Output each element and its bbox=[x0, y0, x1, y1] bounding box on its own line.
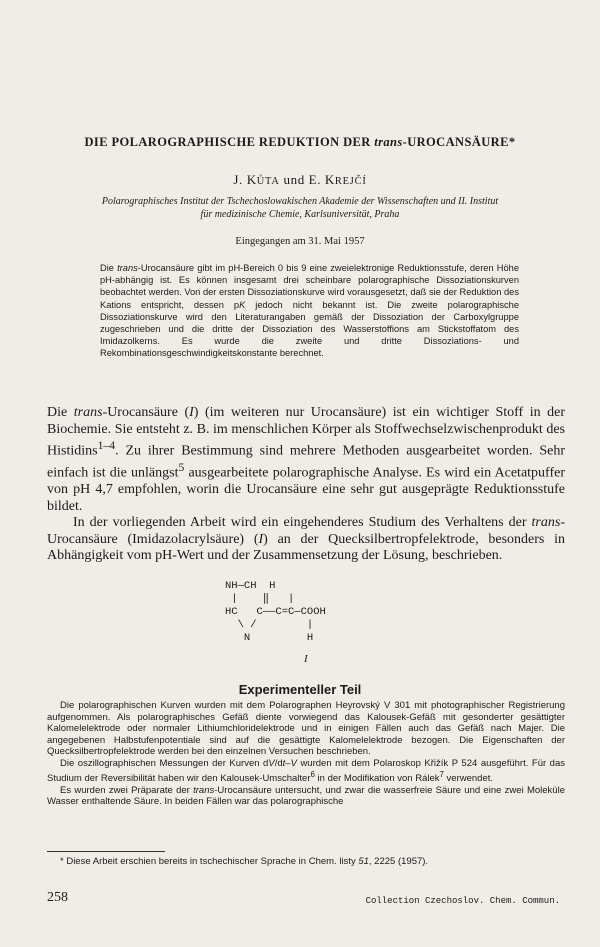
structural-formula bbox=[225, 580, 326, 645]
body-italic: trans bbox=[193, 784, 215, 796]
citation-ref: 5 bbox=[178, 461, 185, 475]
footnote-text: , 2225 (1957). bbox=[368, 856, 429, 867]
intro-text: -Urocansäure (Imidazolacrylsäure) ( bbox=[47, 515, 565, 547]
formula-line: NH—CH H bbox=[225, 580, 276, 592]
body-paragraph-2 bbox=[47, 758, 565, 785]
affiliation bbox=[40, 195, 560, 221]
title-suffix: -UROCANSÄURE* bbox=[402, 135, 516, 149]
footnote-divider bbox=[47, 851, 165, 852]
affiliation-line-1: Polarographisches Institut der Tschechoslowakischen Akademie der Wissenschaften und II. Institut bbox=[101, 196, 499, 207]
citation-ref: 6 bbox=[310, 770, 315, 779]
title-text: DIE POLAROGRAPHISCHE REDUKTION DER bbox=[84, 135, 375, 149]
footnote-volume: 51 bbox=[358, 856, 369, 867]
intro-text: ) (im weiteren nur Urocansäure) ist ein wichtiger Stoff in der Biochemie. Sie entsteht z. B. im menschlichen Körper als Stoffwechselzwischenprodukt des Histidins bbox=[47, 405, 565, 459]
page-number: 258 bbox=[47, 890, 68, 905]
intro-text: Die bbox=[47, 405, 74, 420]
body-italic: V bbox=[268, 757, 275, 769]
received-date: Eingegangen am 31. Mai 1957 bbox=[235, 236, 365, 247]
body-text: -Urocansäure untersucht, und zwar die wasserfreie Säure und eine zwei Moleküle Wasser enthaltende Säure. In beiden Fällen war das polarographische bbox=[47, 784, 565, 808]
intro-italic: trans bbox=[531, 515, 561, 531]
intro-text: In der vorliegenden Arbeit wird ein eingehenderes Studium des Verhaltens der bbox=[73, 515, 532, 531]
author-line bbox=[40, 172, 560, 188]
intro-paragraph-2 bbox=[47, 515, 565, 565]
body-text: /d bbox=[274, 757, 283, 769]
footnote-text: * Diese Arbeit erschien bereits in tschechischer Sprache in Chem. listy bbox=[60, 856, 359, 867]
formula-line: | ‖ | bbox=[225, 593, 295, 605]
intro-text: -Urocansäure ( bbox=[102, 405, 190, 420]
intro-paragraph-1 bbox=[47, 405, 565, 515]
formula-line: \ / | bbox=[225, 619, 314, 631]
abstract-italic-2: K bbox=[239, 299, 246, 310]
body-paragraph-3 bbox=[47, 785, 565, 808]
abstract-text-1: Die bbox=[100, 263, 118, 273]
abstract-text-2: -Urocansäure gibt im pH-Bereich 0 bis 9 eine zweielektronige Reduktionsstufe, deren Höhe pH-abhängig ist. Es können insgesamt drei scheinbare polarographische Dissoziationskurven beobachtet werden. Von der ersten Dissoziationskurve wird vorausgesetzt, daß sie der Reduktion des Kations entspricht, dessen p bbox=[100, 263, 519, 310]
title-italic: trans bbox=[374, 135, 403, 149]
footnote bbox=[60, 856, 565, 867]
intro-italic: I bbox=[189, 405, 194, 420]
article-title bbox=[40, 135, 560, 150]
author-conjunction: und bbox=[279, 172, 309, 187]
body-text: verwendet. bbox=[443, 773, 494, 785]
body-text: wurden mit dem Polaroskop Křižík P 524 ausgeführt. Für das Studium der Reversibilität haben wir den Kalousek-Umschalter bbox=[47, 757, 565, 785]
abstract-italic-1: trans bbox=[117, 263, 138, 273]
body-text: – bbox=[285, 757, 291, 769]
body-italic: t bbox=[282, 757, 286, 769]
author-2-name: REJČÍ bbox=[334, 176, 367, 187]
experimental-body bbox=[47, 700, 565, 808]
citation-ref: 7 bbox=[439, 770, 444, 779]
journal-name: Collection Czechoslov. Chem. Commun. bbox=[365, 896, 560, 906]
abstract bbox=[100, 262, 519, 360]
body-text: in der Modifikation von Rálek bbox=[314, 773, 440, 785]
body-italic: V bbox=[290, 757, 297, 769]
formula-line: HC C——C=C—COOH bbox=[225, 606, 326, 618]
formula-line: N H bbox=[225, 632, 314, 644]
intro-text: . Zu ihrer Bestimmung sind mehrere Methoden ausgearbeitet worden. Sehr einfach ist die unlängst bbox=[47, 443, 565, 481]
body-paragraph-1: Die polarographischen Kurven wurden mit dem Polarographen Heyrovský V 301 mit photographischer Registrierung aufgenommen. Als polarographisches Gefäß diente vorwiegend das Kalousek-Gefäß mit gesonderter gesättigter Kalomelelektrode oder normaler Lithiumchloridelektrode und in einigen Fällen auch das Gefäß nach Majer. Die angegebenen Halbstufenpotentiale sind auf die gesättigte Kalomelelektrode bezogen. Die Eigenschaften der Quecksilbertropfelektrode werden bei den einzelnen Versuchen beschrieben. bbox=[47, 700, 565, 757]
affiliation-line-2: für medizinische Chemie, Karlsuniversität, Praha bbox=[200, 209, 400, 220]
citation-ref: 1–4 bbox=[97, 439, 116, 452]
author-2-initial: E. K bbox=[308, 172, 335, 187]
intro-italic: I bbox=[258, 531, 264, 547]
author-1-name: ŮTA bbox=[256, 176, 280, 187]
abstract-text-3: jedoch nicht bekannt ist. Die zweite polarographische Dissoziationskurve wird den Literaturangaben gemäß der Dissoziation der Carboxylgruppe zugeschrieben und die dritte der Dissoziation des Wasserstoffions am Stickstoffatom des Imidazolkerns. Es wurde die zweite und dritte Dissoziations- und Rekombinationsgeschwindigkeitskonstante berechnet. bbox=[100, 299, 519, 359]
section-heading: Experimenteller Teil bbox=[238, 682, 362, 697]
body-text: Die oszillographischen Messungen der Kurven d bbox=[60, 757, 269, 769]
introduction bbox=[47, 405, 565, 565]
formula-label: I bbox=[304, 653, 308, 665]
intro-text: ) an der Quecksilbertropfelektrode, besonders in Abhängigkeit vom pH-Wert und der Zusammensetzung der Lösung, beschrieben. bbox=[47, 531, 565, 564]
intro-italic: trans bbox=[73, 405, 103, 420]
body-text: Es wurden zwei Präparate der bbox=[60, 784, 194, 796]
intro-text: ausgearbeitete polarographische Analyse. Es wird ein Acetatpuffer von pH 4,7 empfohlen, worin die Urocansäure eine sehr gut ausgeprägte Reduktionsstufe bildet. bbox=[47, 465, 566, 514]
author-1-initial: J. K bbox=[233, 172, 257, 187]
